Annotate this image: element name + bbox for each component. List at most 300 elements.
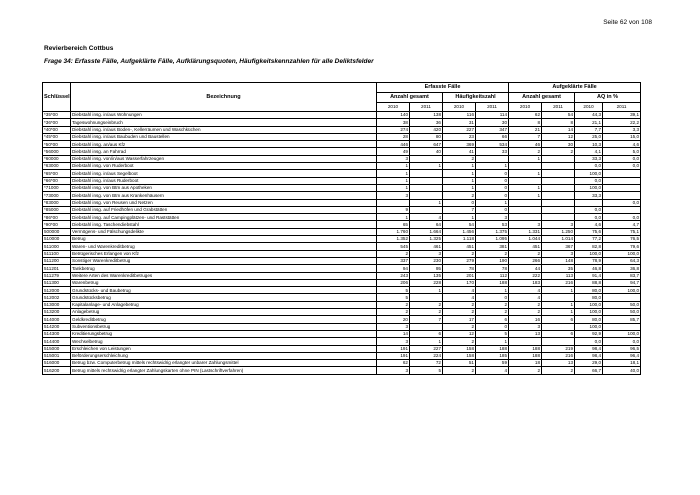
- row-value: 138: [410, 112, 443, 119]
- row-value: 1.456: [443, 228, 476, 235]
- row-label: Tankbetrug: [71, 265, 377, 272]
- row-key: 514400: [43, 338, 71, 345]
- row-key: *40*00: [43, 126, 71, 133]
- row-value: 224: [410, 352, 443, 359]
- row-key: 511201: [43, 265, 71, 272]
- row-value: [542, 155, 575, 162]
- row-value: [575, 199, 603, 206]
- row-value: 188: [509, 345, 542, 352]
- table-row: [43, 236, 641, 243]
- row-value: 30: [476, 119, 509, 126]
- row-value: 13: [509, 330, 542, 337]
- row-value: 367: [542, 243, 575, 250]
- row-value: 451: [443, 243, 476, 250]
- row-value: 12: [443, 330, 476, 337]
- row-value: 2: [443, 309, 476, 316]
- table-row: [43, 338, 641, 345]
- row-value: 98,4: [575, 352, 603, 359]
- row-value: 8: [542, 119, 575, 126]
- row-label: Waren- und Warenkreditbetrug: [71, 243, 377, 250]
- header-haeufigkeitszahl: Häufigkeitszahl: [443, 93, 509, 103]
- row-value: 7,7: [575, 126, 603, 133]
- row-value: 59: [476, 360, 509, 367]
- row-value: 7: [410, 316, 443, 323]
- row-value: [410, 155, 443, 162]
- row-value: 33,3: [575, 192, 603, 199]
- row-value: 0: [476, 294, 509, 301]
- row-value: 10,3: [575, 141, 603, 148]
- row-value: 16: [509, 316, 542, 323]
- row-label: Diebstahl insg. in/aus Segelboot: [71, 170, 377, 177]
- row-value: 96,4: [603, 352, 641, 359]
- row-value: 1.760: [377, 228, 410, 235]
- row-value: 31: [443, 119, 476, 126]
- row-value: 2: [443, 250, 476, 257]
- row-key: *73000: [43, 192, 71, 199]
- row-value: 83,7: [603, 272, 641, 279]
- row-value: [410, 206, 443, 213]
- row-value: 75,6: [575, 228, 603, 235]
- row-value: 78,9: [575, 257, 603, 264]
- table-row: [43, 228, 641, 235]
- row-value: 2: [443, 323, 476, 330]
- table-row: [43, 272, 641, 279]
- table-row: [43, 301, 641, 308]
- row-value: 64: [410, 221, 443, 228]
- row-value: 96,5: [603, 345, 641, 352]
- row-value: 38: [377, 119, 410, 126]
- row-value: 274: [377, 126, 410, 133]
- row-value: 1: [377, 214, 410, 221]
- row-label: Anlagebetrug: [71, 309, 377, 316]
- row-value: 1: [410, 199, 443, 206]
- row-value: [542, 192, 575, 199]
- row-value: 3: [377, 367, 410, 374]
- header-anzahl-gesamt-aufgeklaert: Anzahl gesamt: [509, 93, 575, 103]
- row-value: 1.044: [509, 236, 542, 243]
- row-value: 80,0: [575, 316, 603, 323]
- row-value: [377, 199, 410, 206]
- row-value: 1: [542, 301, 575, 308]
- row-value: 1: [476, 163, 509, 170]
- row-key: *90*00: [43, 221, 71, 228]
- row-value: 4,6: [575, 221, 603, 228]
- row-value: 100,0: [575, 301, 603, 308]
- row-value: 88,8: [575, 279, 603, 286]
- row-value: 4: [443, 287, 476, 294]
- row-value: 76,5: [603, 236, 641, 243]
- table-row: [43, 126, 641, 133]
- table-row: [43, 192, 641, 199]
- row-value: 0: [476, 184, 509, 191]
- row-value: 30: [542, 141, 575, 148]
- row-value: 66: [476, 133, 509, 140]
- row-value: 1.325: [410, 236, 443, 243]
- table-row: [43, 294, 641, 301]
- row-key: *36*00: [43, 119, 71, 126]
- row-value: 4,1: [575, 148, 603, 155]
- row-value: 82,8: [575, 243, 603, 250]
- row-value: 216: [542, 352, 575, 359]
- row-value: 80: [410, 133, 443, 140]
- row-value: 46,8: [575, 265, 603, 272]
- row-value: 158: [443, 352, 476, 359]
- table-row: [43, 148, 641, 155]
- row-value: [410, 170, 443, 177]
- row-value: 0: [476, 206, 509, 213]
- row-value: [542, 163, 575, 170]
- row-value: 1.095: [476, 236, 509, 243]
- row-value: 191: [377, 352, 410, 359]
- row-key: 511100: [43, 250, 71, 257]
- row-value: 2: [509, 250, 542, 257]
- row-value: 2: [377, 309, 410, 316]
- row-value: 5,0: [603, 148, 641, 155]
- row-value: 40,0: [603, 367, 641, 374]
- row-value: 4: [476, 367, 509, 374]
- row-key: *85000: [43, 206, 71, 213]
- row-value: 2: [377, 301, 410, 308]
- row-value: 5: [377, 294, 410, 301]
- row-value: 148: [542, 257, 575, 264]
- row-value: [603, 206, 641, 213]
- header-anzahl-gesamt-erfasst: Anzahl gesamt: [377, 93, 443, 103]
- row-value: 1: [410, 163, 443, 170]
- row-value: 33: [476, 148, 509, 155]
- row-key: *60000: [43, 155, 71, 162]
- row-value: 3: [509, 221, 542, 228]
- row-value: 2: [443, 367, 476, 374]
- row-value: 185: [476, 352, 509, 359]
- row-value: 0: [476, 170, 509, 177]
- row-value: [410, 192, 443, 199]
- row-value: [542, 338, 575, 345]
- row-key: 512000: [43, 287, 71, 294]
- row-value: 44: [509, 265, 542, 272]
- row-value: 50,0: [603, 301, 641, 308]
- row-value: 75,1: [603, 228, 641, 235]
- row-value: 80,0: [575, 287, 603, 294]
- row-value: 44,3: [575, 112, 603, 119]
- row-value: 14: [542, 126, 575, 133]
- row-label: Diebstahl insg. in/aus Boden-, Kellerräumen und Waschküchen: [71, 126, 377, 133]
- row-value: 1: [377, 170, 410, 177]
- row-label: Betrug bzw. Computerbetrug mittels rechtswidrig erlangter unbarer Zahlungsmittel: [71, 360, 377, 367]
- year-header: 2011: [603, 103, 641, 112]
- row-value: 1.014: [542, 236, 575, 243]
- row-value: 266: [509, 257, 542, 264]
- row-value: 100,0: [575, 184, 603, 191]
- row-value: 78: [443, 265, 476, 272]
- row-label: Sonstiger Warenkreditbetrug: [71, 257, 377, 264]
- row-value: 14: [377, 330, 410, 337]
- row-value: 100,0: [575, 323, 603, 330]
- table-row: [43, 367, 641, 374]
- row-value: 17: [443, 316, 476, 323]
- row-value: 21: [509, 126, 542, 133]
- table-row: [43, 184, 641, 191]
- row-value: 95: [410, 265, 443, 272]
- row-key: *86*00: [43, 214, 71, 221]
- table-row: [43, 330, 641, 337]
- row-value: 100,0: [575, 309, 603, 316]
- row-value: 13: [542, 360, 575, 367]
- row-value: 1: [443, 163, 476, 170]
- row-value: 3: [509, 323, 542, 330]
- row-key: 515001: [43, 352, 71, 359]
- row-value: 4: [410, 214, 443, 221]
- row-value: 1: [443, 170, 476, 177]
- row-value: 446: [377, 141, 410, 148]
- table-row: [43, 316, 641, 323]
- table-row: [43, 287, 641, 294]
- row-value: 54: [443, 221, 476, 228]
- row-key: 514000: [43, 316, 71, 323]
- row-value: 2: [410, 309, 443, 316]
- row-key: 511279: [43, 272, 71, 279]
- row-value: 647: [410, 141, 443, 148]
- row-value: 188: [476, 279, 509, 286]
- row-label: Kreditierungsbetrug: [71, 330, 377, 337]
- year-header: 2010: [575, 103, 603, 112]
- row-value: 94,7: [603, 279, 641, 286]
- year-header: 2011: [476, 103, 509, 112]
- row-label: Diebstahl insg. von Reusen und Netzen: [71, 199, 377, 206]
- row-value: 12: [542, 133, 575, 140]
- row-value: 92,9: [575, 330, 603, 337]
- row-value: 35: [542, 265, 575, 272]
- page-number: Seite 62 von 108: [603, 19, 652, 26]
- row-value: 1: [410, 287, 443, 294]
- row-key: 511200: [43, 257, 71, 264]
- row-value: 46: [509, 141, 542, 148]
- row-value: [476, 155, 509, 162]
- row-label: Diebstahl insg. in/aus Baubuden und Baustellen: [71, 133, 377, 140]
- table-row: [43, 170, 641, 177]
- row-label: Grundstücks- und Baubetrug: [71, 287, 377, 294]
- year-header: 2010: [509, 103, 542, 112]
- table-row: [43, 214, 641, 221]
- row-value: 135: [410, 272, 443, 279]
- row-value: 22,2: [603, 119, 641, 126]
- row-value: 1: [542, 287, 575, 294]
- row-value: 1: [443, 214, 476, 221]
- row-value: 420: [410, 126, 443, 133]
- region-title: Revierbereich Cottbus: [44, 45, 114, 52]
- row-value: 381: [476, 243, 509, 250]
- table-row: [43, 323, 641, 330]
- row-label: Diebstahl insg. an/aus Kfz: [71, 141, 377, 148]
- row-value: 112: [476, 272, 509, 279]
- row-value: 41: [443, 148, 476, 155]
- header-label: Bezeichnung: [71, 93, 377, 103]
- row-key: 514200: [43, 323, 71, 330]
- row-value: 7: [443, 206, 476, 213]
- table-row: [43, 163, 641, 170]
- row-value: 100,0: [575, 170, 603, 177]
- row-value: 170: [443, 279, 476, 286]
- row-value: 228: [410, 279, 443, 286]
- row-value: 230: [410, 257, 443, 264]
- row-key: 513000: [43, 301, 71, 308]
- row-value: 158: [443, 345, 476, 352]
- row-label: Diebstahl insg. in/aus Wohnungen: [71, 112, 377, 119]
- row-value: 6: [410, 330, 443, 337]
- row-value: [410, 294, 443, 301]
- row-value: 9: [377, 206, 410, 213]
- row-value: 0,0: [575, 163, 603, 170]
- table-row: [43, 265, 641, 272]
- row-key: *45*00: [43, 133, 71, 140]
- row-value: [603, 184, 641, 191]
- table-row: [43, 177, 641, 184]
- row-value: 0,0: [575, 214, 603, 221]
- row-value: 1.118: [443, 236, 476, 243]
- row-label: Betrug: [71, 236, 377, 243]
- table-body: [43, 112, 641, 375]
- row-value: 0,0: [603, 338, 641, 345]
- table-caption: Frage 34: Erfasste Fälle, Aufgeklärte Fälle, Aufklärungsquoten, Häufigkeitskennzahlen für alle Deliktsfelder: [44, 58, 374, 65]
- row-value: 1.352: [377, 236, 410, 243]
- row-value: 1: [509, 170, 542, 177]
- row-value: 23: [443, 133, 476, 140]
- row-value: 461: [410, 243, 443, 250]
- row-value: 243: [377, 272, 410, 279]
- row-value: 2: [509, 367, 542, 374]
- statistics-table: [42, 82, 641, 375]
- row-value: 183: [509, 279, 542, 286]
- row-value: 78: [476, 265, 509, 272]
- row-key: *56000: [43, 148, 71, 155]
- row-label: Diebstahl insg. von/in/aus Wasserfahrzeugen: [71, 155, 377, 162]
- table-row: [43, 279, 641, 286]
- row-value: 0,0: [603, 199, 641, 206]
- row-value: 2: [476, 309, 509, 316]
- row-value: 18: [509, 360, 542, 367]
- header-aufgeklaerte: Aufgeklärte Fälle: [509, 83, 641, 93]
- row-value: 62: [509, 112, 542, 119]
- row-value: 1: [476, 338, 509, 345]
- table-row: [43, 133, 641, 140]
- row-value: 5: [410, 367, 443, 374]
- row-value: 191: [377, 345, 410, 352]
- row-value: 66,7: [575, 367, 603, 374]
- row-value: 100,0: [603, 250, 641, 257]
- row-value: [542, 184, 575, 191]
- row-value: 0,0: [603, 214, 641, 221]
- row-value: 0: [443, 199, 476, 206]
- row-value: 3: [377, 192, 410, 199]
- row-label: Diebstahl insg. von Btm aus Krankenhäusern: [71, 192, 377, 199]
- row-value: 53: [476, 221, 509, 228]
- row-value: 77,2: [575, 236, 603, 243]
- row-value: [410, 323, 443, 330]
- row-value: [603, 294, 641, 301]
- row-value: 2: [476, 301, 509, 308]
- row-value: 337: [377, 257, 410, 264]
- row-label: Tageswohnungseinbruch: [71, 119, 377, 126]
- table-row: [43, 352, 641, 359]
- row-value: 1: [509, 192, 542, 199]
- row-value: 21,1: [575, 119, 603, 126]
- row-value: 100,0: [575, 250, 603, 257]
- row-value: [542, 206, 575, 213]
- row-label: Beförderungserschleichung: [71, 352, 377, 359]
- row-value: 0,0: [603, 155, 641, 162]
- row-value: 51: [443, 360, 476, 367]
- row-value: 4,6: [603, 141, 641, 148]
- table-row: [43, 119, 641, 126]
- row-value: 116: [443, 112, 476, 119]
- table-row: [43, 141, 641, 148]
- row-value: [509, 214, 542, 221]
- row-value: 33,3: [575, 155, 603, 162]
- row-value: 2: [443, 301, 476, 308]
- row-value: 54: [542, 112, 575, 119]
- row-label: Erschleichen von Leistungen: [71, 345, 377, 352]
- row-value: 1: [542, 309, 575, 316]
- row-value: 2: [542, 367, 575, 374]
- row-label: Diebstahl insg. in/aus Ruderboot: [71, 177, 377, 184]
- row-value: 1: [377, 163, 410, 170]
- row-value: 72: [410, 360, 443, 367]
- row-value: 1: [443, 184, 476, 191]
- row-value: 98,4: [575, 345, 603, 352]
- row-value: [603, 323, 641, 330]
- table-row: [43, 206, 641, 213]
- row-value: [542, 294, 575, 301]
- row-key: 511000: [43, 243, 71, 250]
- row-key: *50*00: [43, 141, 71, 148]
- row-value: 64,3: [603, 257, 641, 264]
- row-key: *71000: [43, 184, 71, 191]
- row-value: 227: [443, 126, 476, 133]
- row-key: 510000: [43, 236, 71, 243]
- row-value: 4: [509, 294, 542, 301]
- row-value: 100,0: [603, 330, 641, 337]
- row-value: 2: [542, 148, 575, 155]
- row-label: Betrug mittels rechtswidrig erlangter Zahlungskarten ohne PIN (Lastschriftverfahren): [71, 367, 377, 374]
- row-value: [603, 192, 641, 199]
- row-value: 25,0: [575, 133, 603, 140]
- row-key: 515000: [43, 345, 71, 352]
- row-value: 4,7: [603, 221, 641, 228]
- row-key: *65*00: [43, 170, 71, 177]
- row-key: 513200: [43, 309, 71, 316]
- row-label: Vermögens- und Fälschungsdelikte: [71, 228, 377, 235]
- row-value: 2: [377, 250, 410, 257]
- row-value: 65: [377, 221, 410, 228]
- row-value: 49: [377, 148, 410, 155]
- row-value: 188: [476, 345, 509, 352]
- row-value: 7: [509, 133, 542, 140]
- row-value: 2: [509, 309, 542, 316]
- row-label: Warenbetrug: [71, 279, 377, 286]
- row-value: 4: [509, 287, 542, 294]
- row-value: 227: [410, 345, 443, 352]
- row-value: 3: [410, 250, 443, 257]
- row-value: 545: [377, 243, 410, 250]
- row-value: [410, 177, 443, 184]
- header-aq: AQ in %: [575, 93, 641, 103]
- row-value: 1.331: [509, 228, 542, 235]
- row-value: 50,0: [603, 309, 641, 316]
- row-value: 3: [542, 221, 575, 228]
- row-value: 3: [377, 155, 410, 162]
- row-value: 2: [443, 192, 476, 199]
- row-value: [542, 199, 575, 206]
- row-value: 1.375: [476, 228, 509, 235]
